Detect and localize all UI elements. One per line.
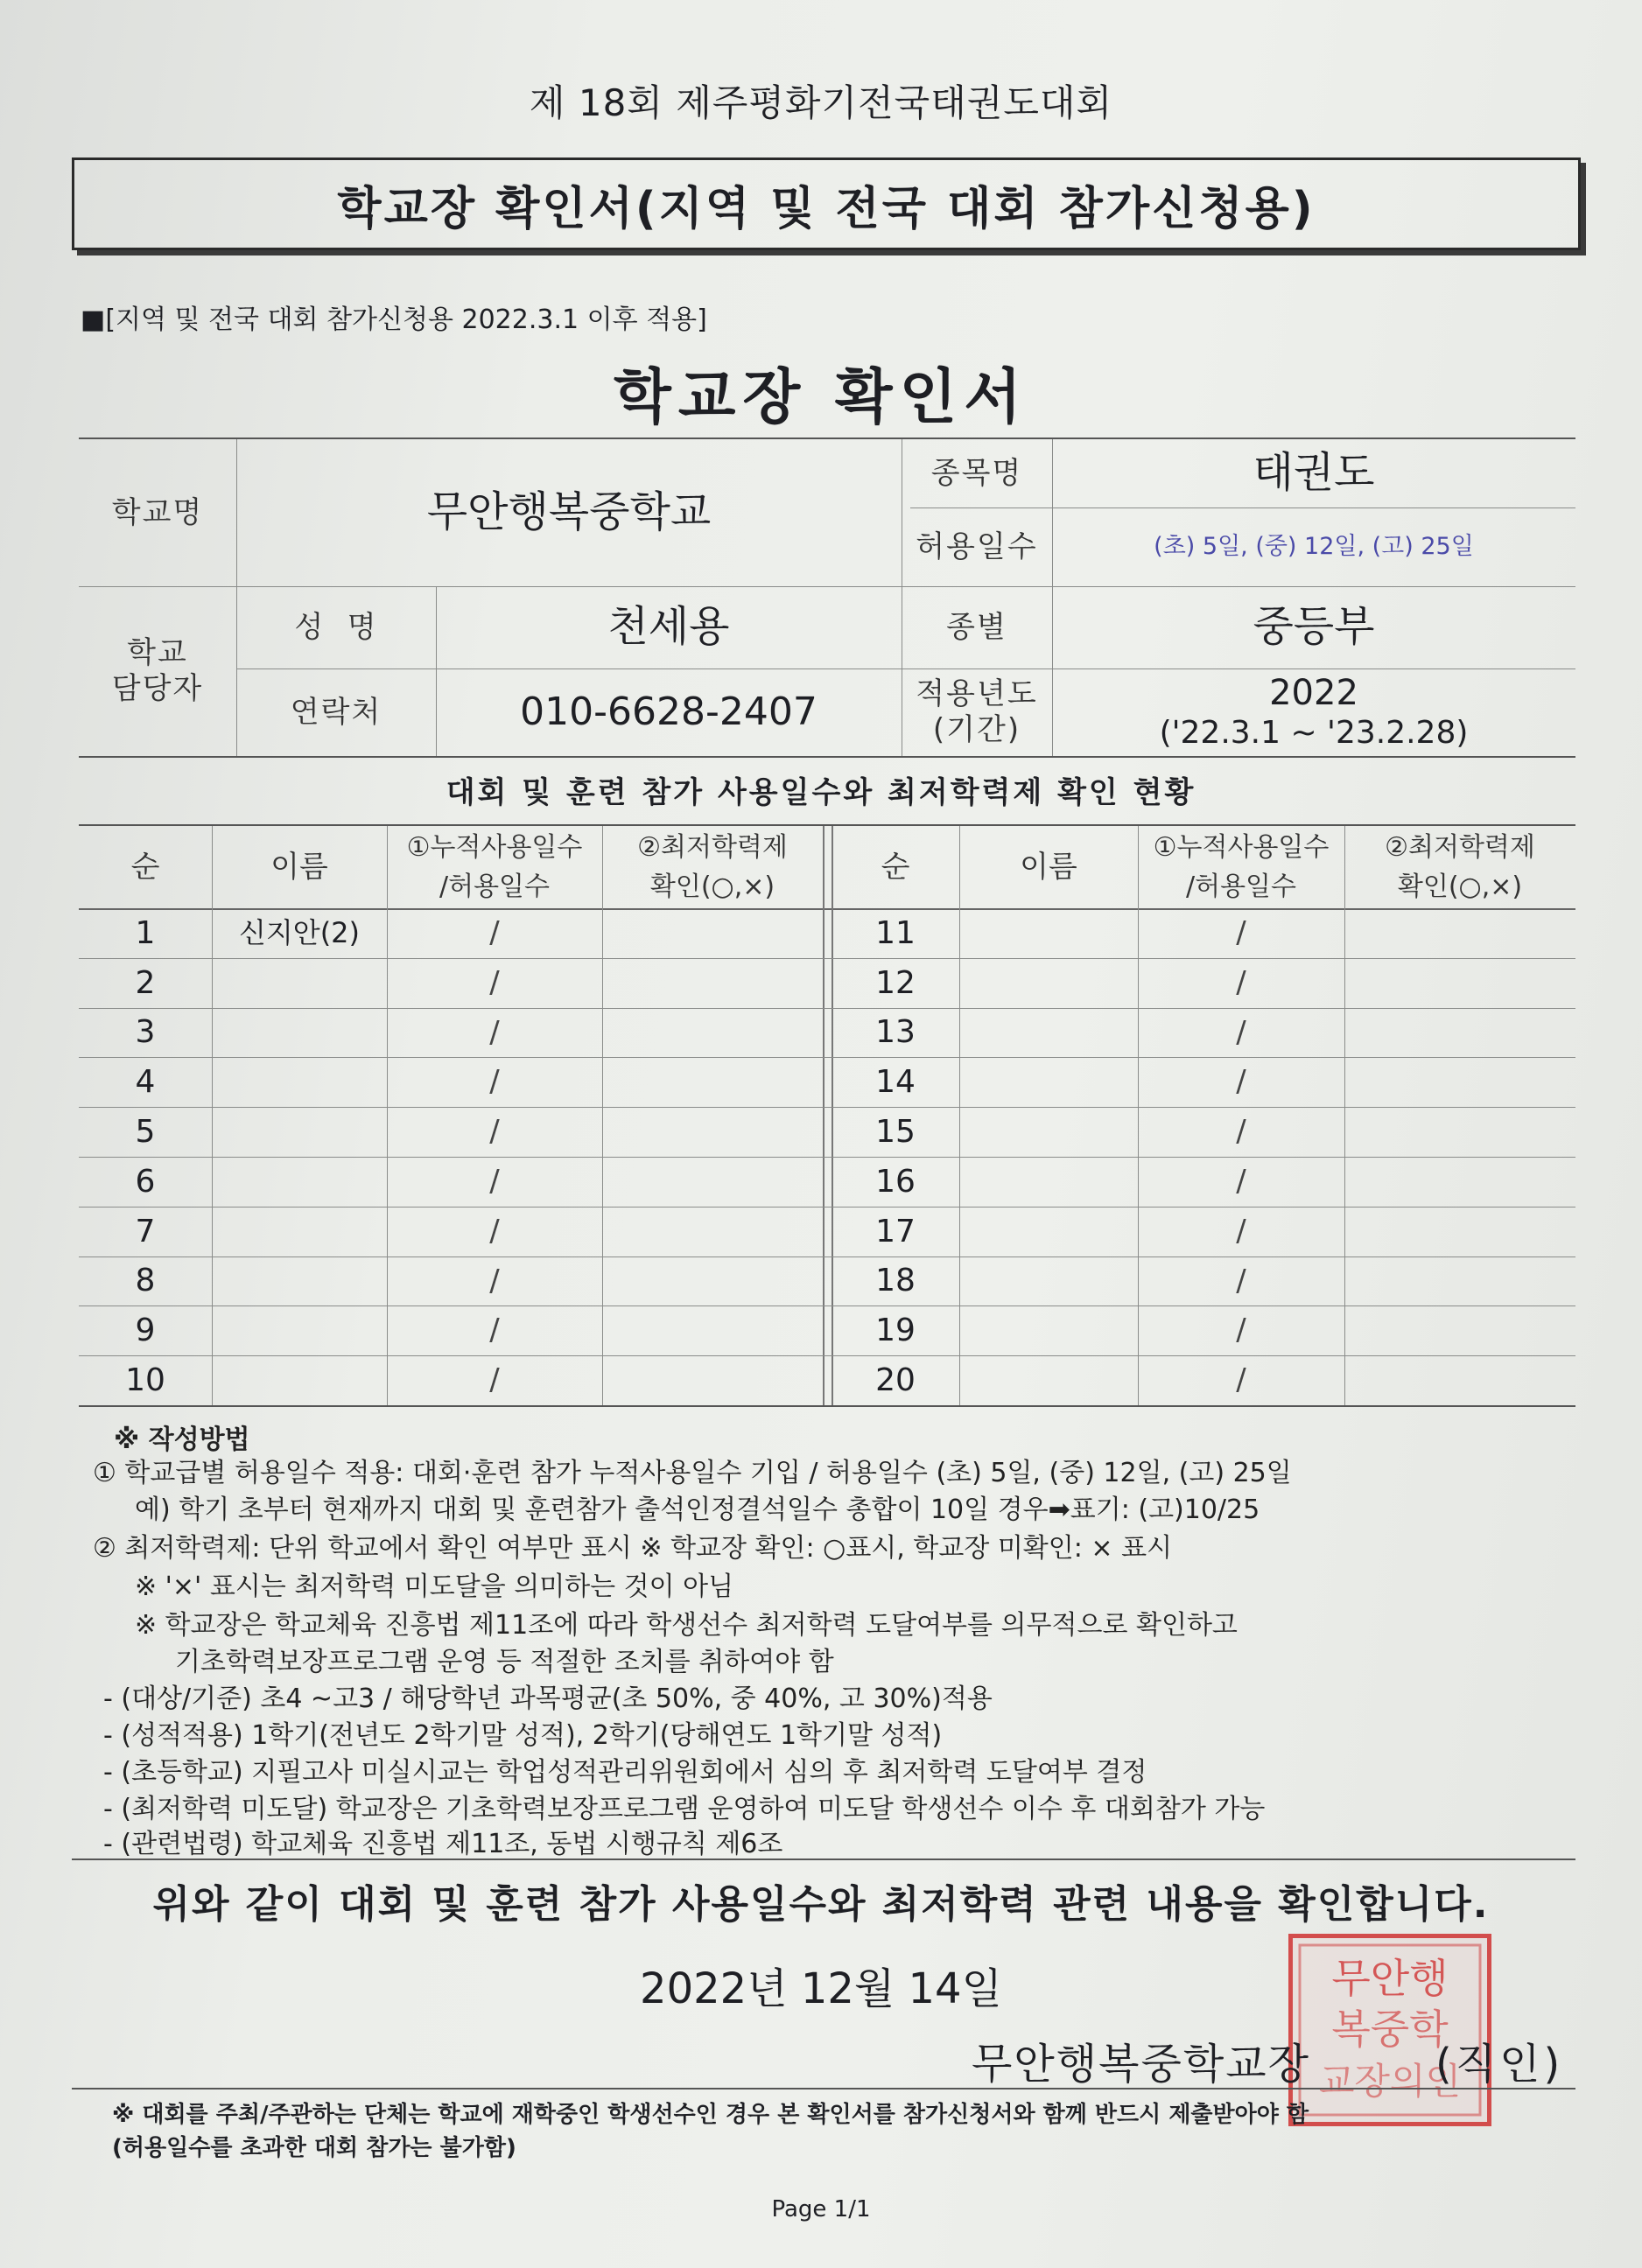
row-number: 8 <box>135 1263 156 1299</box>
row-used-days: / <box>489 1362 500 1398</box>
header-min-left <box>602 826 823 908</box>
sport-label: 종목명 <box>930 455 1023 491</box>
row-number: 11 <box>875 914 916 951</box>
svg-text:무안행: 무안행 <box>1331 1955 1449 2002</box>
row-name: 신지안(2) <box>238 916 361 950</box>
note-1b: 예) 학기 초부터 현재까지 대회 및 훈련참가 출석인정결석일수 총합이 10일 경우➡표기: (고)10/25 <box>135 1494 1260 1525</box>
row-name <box>212 1107 387 1157</box>
row-used-days: / <box>1236 1064 1246 1100</box>
row-number: 14 <box>875 1064 916 1101</box>
contact-value: 010-6628-2407 <box>520 689 817 734</box>
row-used-days: / <box>1236 1362 1246 1398</box>
manager-label-line-1: 학교 <box>127 635 188 671</box>
usage-subtitle: 대회 및 훈련 참가 사용일수와 최저학력제 확인 현황 <box>446 775 1196 810</box>
row-used-days: / <box>489 1064 500 1100</box>
note-detail-3: - (초등학교) 지필고사 미실시교는 학업성적관리위원회에서 심의 후 최저학력 도달여부 결정 <box>103 1757 1147 1788</box>
school-label: 학교명 <box>111 494 204 530</box>
row-min-check <box>1344 1008 1575 1058</box>
row-used-days: / <box>489 1164 500 1199</box>
year-value-line-2: ('22.3.1 ~ '23.2.28) <box>1159 715 1469 752</box>
svg-text:복중학: 복중학 <box>1331 2006 1449 2053</box>
row-number: 15 <box>875 1113 916 1150</box>
confirm-date: 2022년 12월 14일 <box>640 1964 1002 2013</box>
header-used-left <box>387 826 602 908</box>
row-min-check <box>1344 1057 1575 1107</box>
allowed-value: (초) 5일, (중) 12일, (고) 25일 <box>1154 532 1474 560</box>
row-name <box>212 1355 387 1405</box>
year-value <box>1052 668 1575 756</box>
note-2c: ※ 학교장은 학교체육 진흥법 제11조에 따라 학생선수 최저학력 도달여부를 의무적으로 확인하고 <box>135 1610 1238 1641</box>
row-number: 19 <box>875 1312 916 1349</box>
row-name <box>212 1256 387 1306</box>
usage-table <box>79 824 1575 1407</box>
year-label <box>902 668 1052 756</box>
header-min-right <box>1344 826 1575 908</box>
confirm-statement: 위와 같이 대회 및 훈련 참가 사용일수와 최저학력 관련 내용을 확인합니다. <box>152 1882 1490 1927</box>
row-min-check <box>1344 1207 1575 1256</box>
row-name <box>959 1306 1138 1355</box>
row-min-check <box>602 1256 823 1306</box>
row-min-check <box>602 1306 823 1355</box>
row-used-days: / <box>489 1213 500 1249</box>
row-name <box>959 1157 1138 1207</box>
header-used-right-2: /허용일수 <box>1185 872 1297 902</box>
row-number: 12 <box>875 964 916 1001</box>
row-min-check <box>1344 958 1575 1008</box>
note-2d: 기초학력보장프로그램 운영 등 적절한 조치를 취하여야 함 <box>175 1647 834 1677</box>
event-title: 제 18회 제주평화기전국태권도대회 <box>529 81 1113 124</box>
row-name <box>959 1355 1138 1405</box>
header-min-left-2: 확인(○,×) <box>649 872 775 902</box>
row-min-check <box>1344 1157 1575 1207</box>
header-used-left-1: ①누적사용일수 <box>406 832 583 863</box>
row-used-days: / <box>489 1312 500 1348</box>
row-min-check <box>602 908 823 958</box>
page-number: Page 1/1 <box>771 2196 871 2222</box>
header-min-right-1: ②최저학력제 <box>1385 832 1535 863</box>
header-name-left: 이름 <box>270 849 328 885</box>
footer-note-1: ※ 대회를 주최/주관하는 단체는 학교에 재학중인 학생선수인 경우 본 확인서를 참가신청서와 함께 반드시 제출받아야 함 <box>112 2102 1309 2128</box>
note-detail-1: - (대상/기준) 초4 ~고3 / 해당학년 과목평균(초 50%, 중 40%, 고 30%)적용 <box>103 1684 993 1714</box>
notes-divider <box>72 1858 1575 1860</box>
row-number: 17 <box>875 1213 916 1250</box>
allowed-label: 허용일수 <box>916 528 1038 564</box>
row-name <box>959 958 1138 1008</box>
footer-divider <box>72 2088 1575 2090</box>
note-detail-4: - (최저학력 미도달) 학교장은 기초학력보장프로그램 운영하여 미도달 학생선수 이수 후 대회참가 가능 <box>103 1794 1266 1824</box>
row-used-days: / <box>1236 1213 1246 1249</box>
row-number: 9 <box>135 1312 156 1349</box>
row-min-check <box>602 1207 823 1256</box>
row-number: 20 <box>875 1362 916 1398</box>
note-detail-2: - (성적적용) 1학기(전년도 2학기말 성적), 2학기(당해연도 1학기말 성적) <box>103 1720 943 1751</box>
row-number: 13 <box>875 1014 916 1051</box>
row-min-check <box>602 1107 823 1157</box>
row-name <box>212 958 387 1008</box>
svg-text:교장의인: 교장의인 <box>1318 2060 1462 2103</box>
row-min-check <box>1344 1306 1575 1355</box>
note-2a: ② 최저학력제: 단위 학교에서 확인 여부만 표시 ※ 학교장 확인: ○표시, 학교장 미확인: × 표시 <box>93 1533 1173 1564</box>
row-name <box>959 1256 1138 1306</box>
row-min-check <box>602 1057 823 1107</box>
row-name <box>959 1207 1138 1256</box>
row-name <box>212 1057 387 1107</box>
row-name <box>212 1157 387 1207</box>
row-number: 3 <box>135 1014 156 1051</box>
row-used-days: / <box>489 915 500 950</box>
row-number: 16 <box>875 1163 916 1200</box>
category-label: 종별 <box>946 609 1007 645</box>
row-used-days: / <box>1236 1263 1246 1298</box>
school-value: 무안행복중학교 <box>426 487 712 537</box>
sport-value: 태권도 <box>1253 448 1375 498</box>
row-used-days: / <box>1236 1312 1246 1348</box>
row-number: 2 <box>135 964 156 1001</box>
doc-title: 학교장 확인서 <box>614 363 1028 432</box>
row-name <box>212 1306 387 1355</box>
row-name <box>959 908 1138 958</box>
row-min-check <box>1344 1107 1575 1157</box>
header-box-text: 학교장 확인서(지역 및 전국 대회 참가신청용) <box>337 182 1316 235</box>
row-name <box>959 1057 1138 1107</box>
row-number: 4 <box>135 1064 156 1101</box>
row-used-days: / <box>1236 964 1246 1000</box>
row-used-days: / <box>1236 1014 1246 1050</box>
contact-label: 연락처 <box>290 694 382 730</box>
note-1a: ① 학교급별 허용일수 적용: 대회·훈련 참가 누적사용일수 기입 / 허용일수 (초) 5일, (중) 12일, (고) 25일 <box>93 1458 1292 1488</box>
name-label: 성 명 <box>294 609 378 645</box>
row-min-check <box>1344 908 1575 958</box>
row-number: 7 <box>135 1213 156 1250</box>
row-min-check <box>1344 1355 1575 1405</box>
row-name <box>212 1207 387 1256</box>
principal-name: 무안행복중학교장 <box>972 2040 1310 2089</box>
manager-label-line-2: 담당자 <box>111 671 204 706</box>
note-2b: ※ '×' 표시는 최저학력 미도달을 의미하는 것이 아님 <box>135 1572 734 1602</box>
row-min-check <box>602 1355 823 1405</box>
year-value-line-1: 2022 <box>1269 673 1358 714</box>
row-used-days: / <box>489 1263 500 1298</box>
header-name-right: 이름 <box>1020 849 1077 885</box>
row-number: 6 <box>135 1163 156 1200</box>
seal-mark: (직인) <box>1435 2040 1564 2089</box>
row-used-days: / <box>489 1014 500 1050</box>
header-min-right-2: 확인(○,×) <box>1397 872 1523 902</box>
notes-heading: ※ 작성방법 <box>114 1424 250 1455</box>
applies-note: ■[지역 및 전국 대회 참가신청용 2022.3.1 이후 적용] <box>81 304 707 335</box>
header-no-right: 순 <box>881 849 910 885</box>
row-min-check <box>602 1008 823 1058</box>
row-name <box>212 1008 387 1058</box>
row-used-days: / <box>1236 1164 1246 1199</box>
row-used-days: / <box>489 1114 500 1150</box>
row-number: 18 <box>875 1263 916 1299</box>
header-used-right-1: ①누적사용일수 <box>1153 832 1330 863</box>
row-number: 10 <box>125 1362 165 1398</box>
header-box <box>72 158 1581 250</box>
row-used-days: / <box>489 964 500 1000</box>
manager-label <box>79 586 236 756</box>
row-used-days: / <box>1236 915 1246 950</box>
header-used-left-2: /허용일수 <box>439 872 551 902</box>
row-name <box>959 1008 1138 1058</box>
row-min-check <box>602 1157 823 1207</box>
footer-note-2: (허용일수를 초과한 대회 참가는 불가함) <box>112 2135 516 2161</box>
name-value: 천세용 <box>607 602 730 652</box>
row-min-check <box>602 958 823 1008</box>
year-label-line-2: (기간) <box>932 712 1021 747</box>
info-table <box>79 438 1575 758</box>
category-value: 중등부 <box>1253 602 1375 652</box>
header-no-left: 순 <box>130 849 160 885</box>
row-min-check <box>1344 1256 1575 1306</box>
row-name <box>959 1107 1138 1157</box>
header-used-right <box>1138 826 1344 908</box>
year-label-line-1: 적용년도 <box>916 676 1038 712</box>
note-detail-5: - (관련법령) 학교체육 진흥법 제11조, 동법 시행규칙 제6조 <box>103 1829 783 1859</box>
row-number: 5 <box>135 1113 156 1150</box>
row-number: 1 <box>135 914 156 951</box>
header-min-left-1: ②최저학력제 <box>637 832 788 863</box>
row-used-days: / <box>1236 1114 1246 1150</box>
